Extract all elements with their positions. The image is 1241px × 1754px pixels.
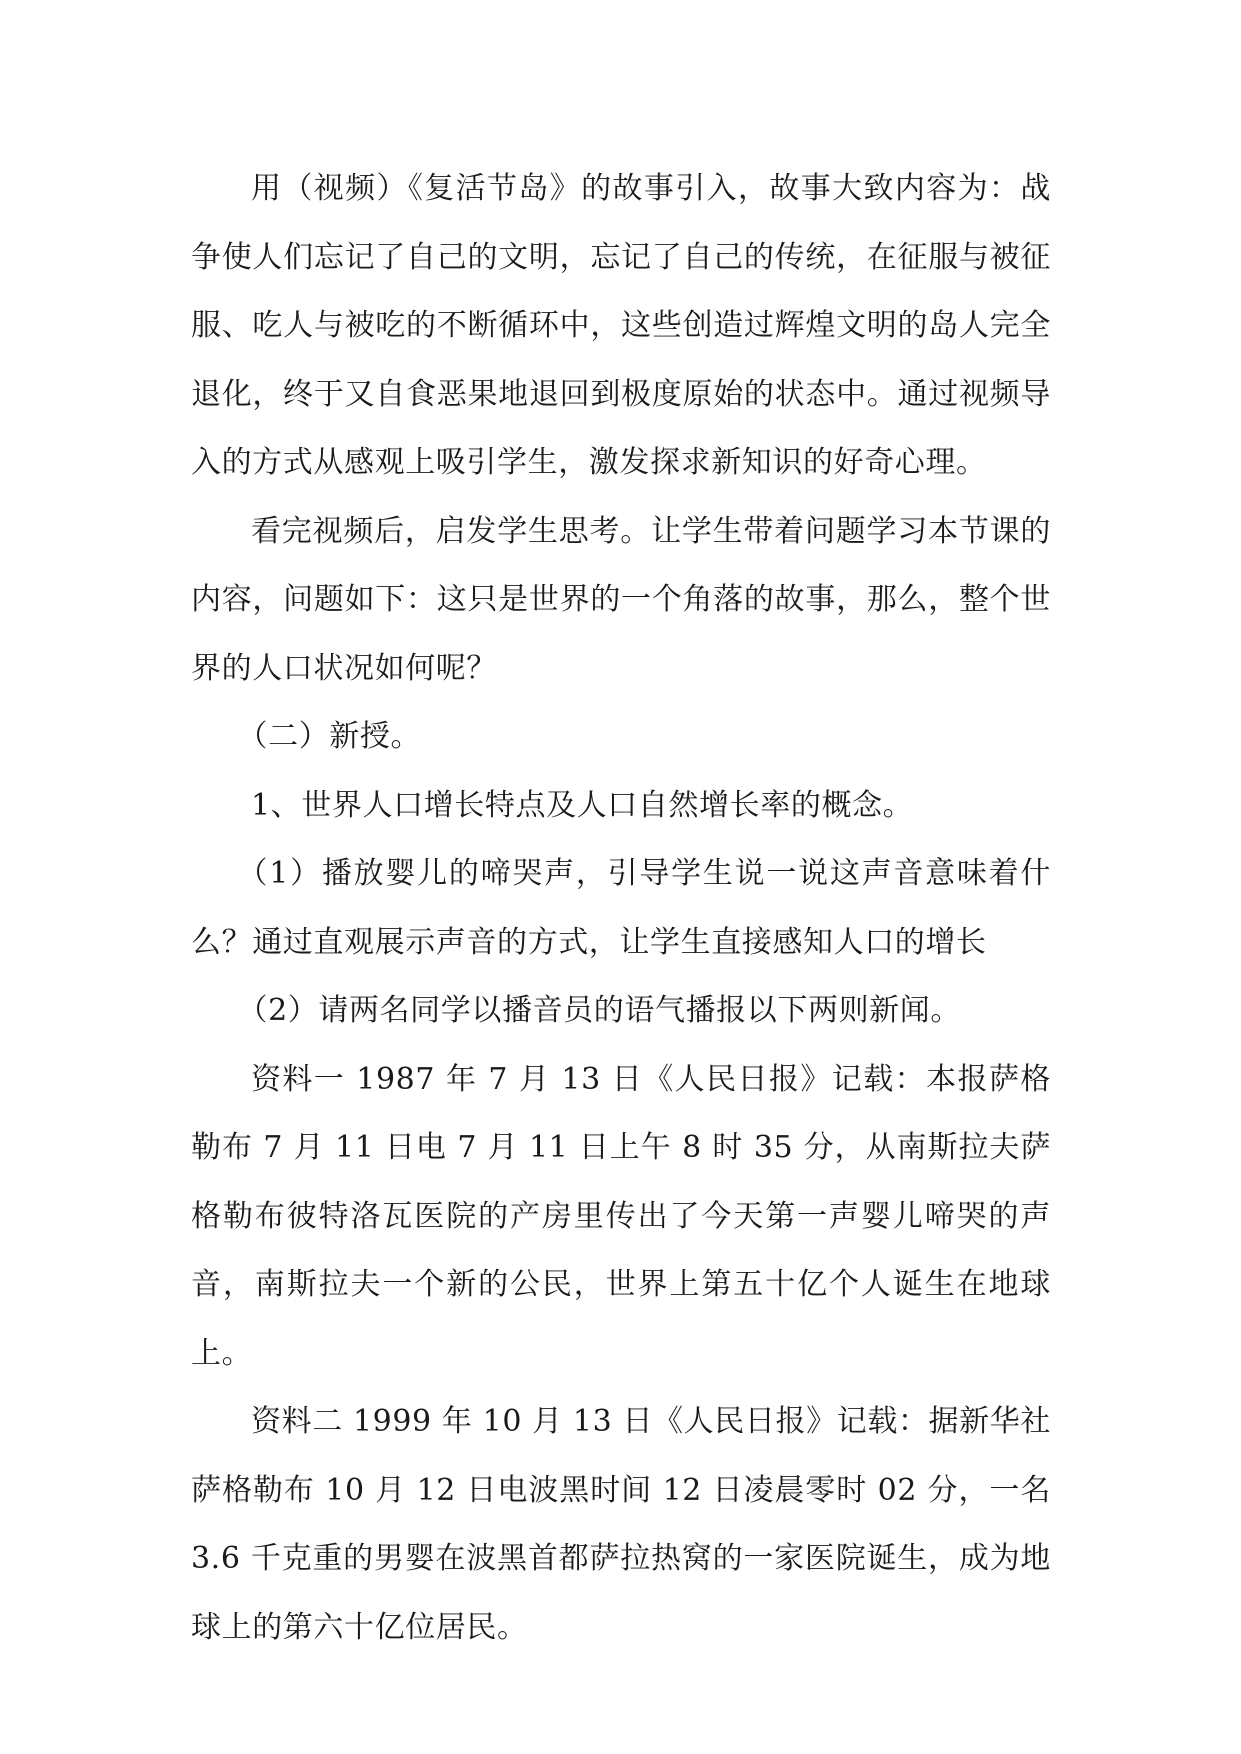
subsection-heading-population-growth: 1、世界人口增长特点及人口自然增长率的概念。: [251, 787, 914, 823]
paragraph-step-1: （1）播放婴儿的啼哭声，引导学生说一说这声音意味着什么？通过直观展示声音的方式，让学生直接感知人口的增长: [191, 856, 1051, 960]
section-heading-new-lesson: （二）新授。: [237, 719, 422, 754]
paragraph-step-2: （2）请两名同学以播音员的语气播报以下两则新闻。: [237, 993, 961, 1028]
paragraph-question: 看完视频后，启发学生思考。让学生带着问题学习本节课的内容，问题如下：这只是世界的一个角落的故事，那么，整个世界的人口状况如何呢？: [191, 513, 1051, 686]
document-body: [191, 155, 1051, 1662]
paragraph-material-2: 资料二 1999 年 10 月 13 日《人民日报》记载：据新华社萨格勒布 10 月 12 日电波黑时间 12 日凌晨零时 02 分，一名 3.6 千克重的男婴在波黑首都萨拉热窝的一家医院诞生，成为地球上的第六十亿位居民。: [191, 1404, 1051, 1645]
paragraph-material-1: 资料一 1987 年 7 月 13 日《人民日报》记载：本报萨格勒布 7 月 11 日电 7 月 11 日上午 8 时 35 分，从南斯拉夫萨格勒布彼特洛瓦医院的产房里传出了今天第一声婴儿啼哭的声音，南斯拉夫一个新的公民，世界上第五十亿个人诞生在地球上。: [191, 1061, 1051, 1371]
paragraph-intro: 用（视频）《复活节岛》的故事引入，故事大致内容为：战争使人们忘记了自己的文明，忘记了自己的传统，在征服与被征服、吃人与被吃的不断循环中，这些创造过辉煌文明的岛人完全退化，终于又自食恶果地退回到极度原始的状态中。通过视频导入的方式从感观上吸引学生，激发探求新知识的好奇心理。: [191, 171, 1051, 480]
